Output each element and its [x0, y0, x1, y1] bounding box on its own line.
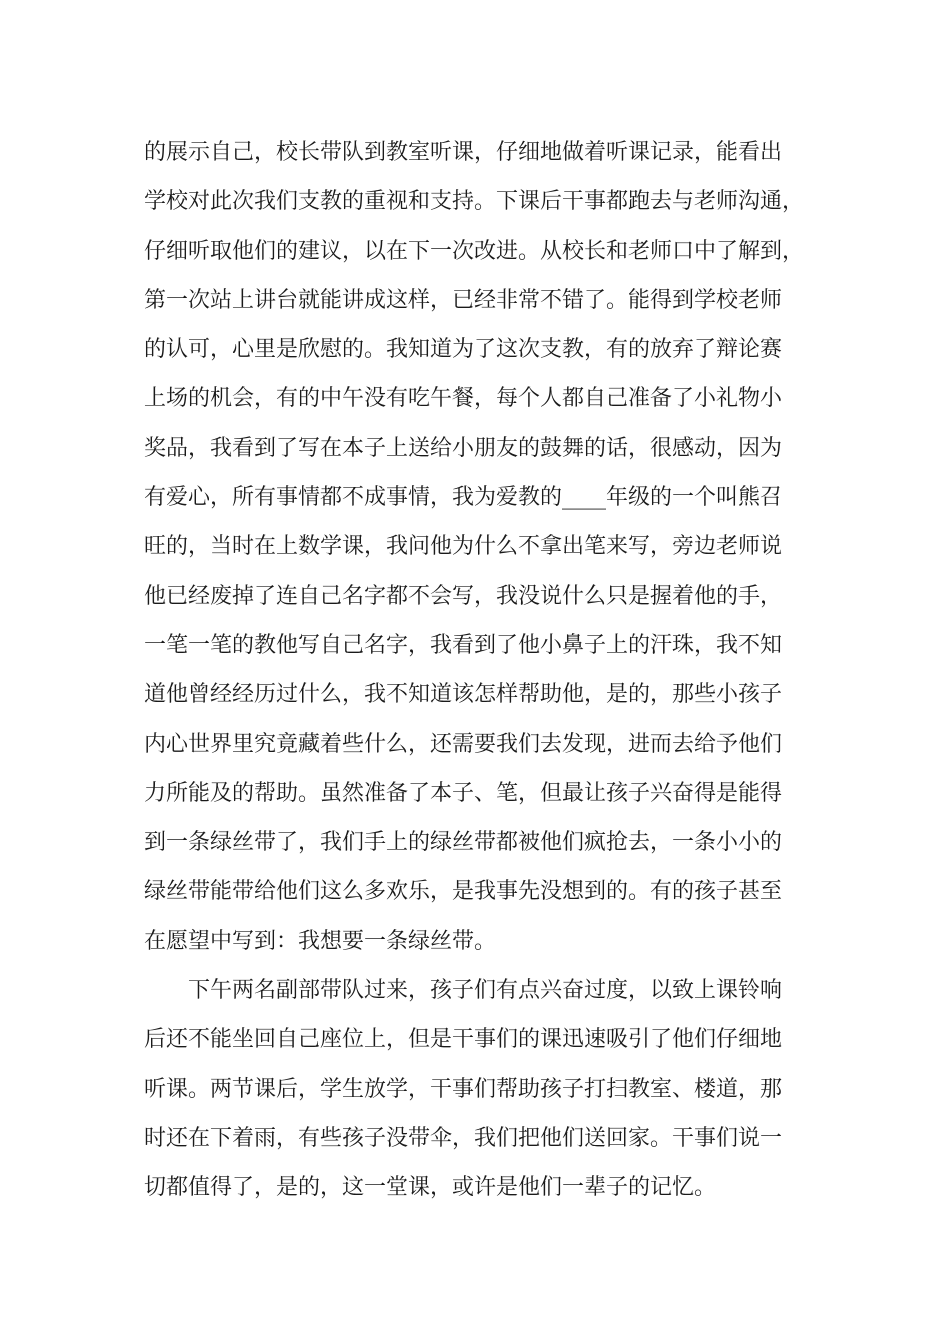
text-line: 道他曾经经历过什么，我不知道该怎样帮助他，是的，那些小孩子: [144, 682, 783, 708]
text-line: 内心世界里究竟藏着些什么，还需要我们去发现，进而去给予他们: [144, 731, 783, 757]
text-line: 力所能及的帮助。虽然准备了本子、笔，但最让孩子兴奋得是能得: [144, 780, 783, 806]
text-line: 后还不能坐回自己座位上，但是干事们的课迅速吸引了他们仔细地: [144, 1027, 783, 1053]
text-line: 上场的机会，有的中午没有吃午餐，每个人都自己准备了小礼物小: [144, 386, 783, 412]
text-line: 听课。两节课后，学生放学，干事们帮助孩子打扫教室、楼道，那: [144, 1076, 783, 1102]
text-line: 有爱心，所有事情都不成事情，我为爱教的____年级的一个叫熊召: [144, 485, 783, 511]
text-line: 切都值得了，是的，这一堂课，或许是他们一辈子的记忆。: [144, 1175, 717, 1201]
text-line: 奖品，我看到了写在本子上送给小朋友的鼓舞的话，很感动，因为: [144, 435, 783, 461]
text-line: 学校对此次我们支教的重视和支持。下课后干事都跑去与老师沟通，: [144, 189, 805, 215]
text-line: 时还在下着雨，有些孩子没带伞，我们把他们送回家。干事们说一: [144, 1125, 783, 1151]
text-line: 一笔一笔的教他写自己名字，我看到了他小鼻子上的汗珠，我不知: [144, 632, 783, 658]
text-line: 的认可，心里是欣慰的。我知道为了这次支教，有的放弃了辩论赛: [144, 337, 783, 363]
text-line: 他已经废掉了连自己名字都不会写，我没说什么只是握着他的手，: [144, 583, 783, 609]
paragraph-1: [144, 128, 824, 966]
text-line: 仔细听取他们的建议，以在下一次改进。从校长和老师口中了解到，: [144, 238, 805, 264]
text-line: 的展示自己，校长带队到教室听课，仔细地做着听课记录，能看出: [144, 140, 783, 165]
text-line: 在愿望中写到：我想要一条绿丝带。: [144, 928, 497, 954]
text-line: 下午两名副部带队过来，孩子们有点兴奋过度，以致上课铃响: [188, 978, 783, 1004]
document-body: [144, 128, 824, 1213]
text-line: 第一次站上讲台就能讲成这样，已经非常不错了。能得到学校老师: [144, 287, 783, 313]
text-line: 旺的，当时在上数学课，我问他为什么不拿出笔来写，旁边老师说: [144, 534, 783, 560]
text-line: 绿丝带能带给他们这么多欢乐，是我事先没想到的。有的孩子甚至: [144, 879, 783, 905]
paragraph-2: [144, 966, 824, 1212]
text-line: 到一条绿丝带了，我们手上的绿丝带都被他们疯抢去，一条小小的: [144, 830, 783, 856]
